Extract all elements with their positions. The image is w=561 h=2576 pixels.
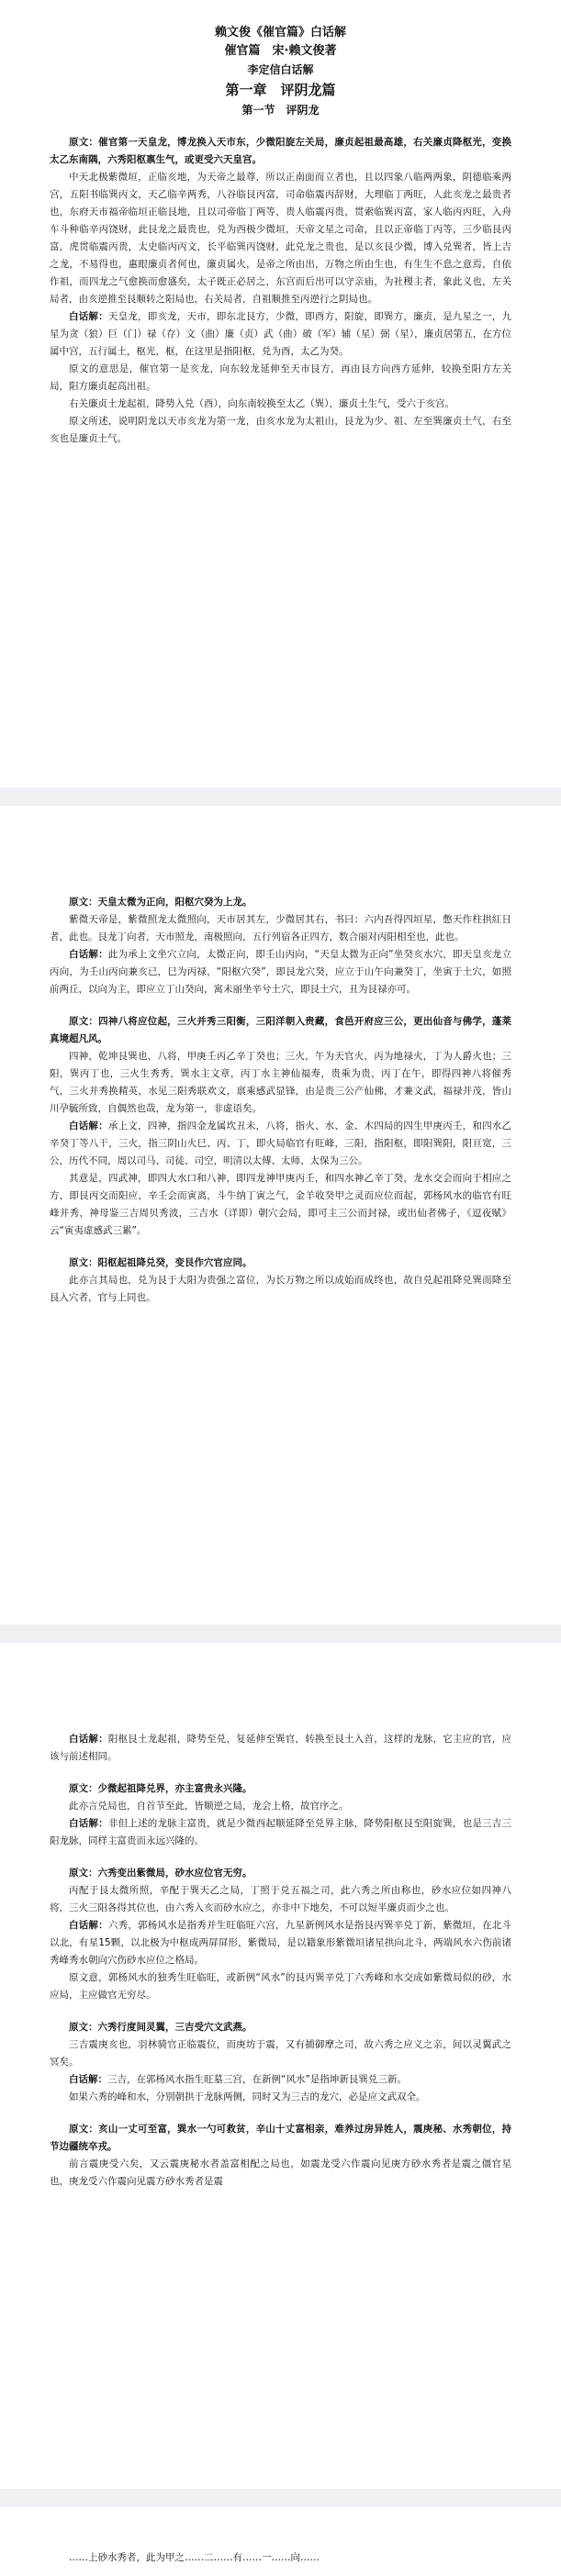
original-text: 原文：阳枢起祖降兑癸，变艮作穴官应同。	[69, 1257, 252, 1268]
document-page-2	[0, 806, 561, 1624]
document-page-3	[0, 1643, 561, 2489]
original-text: 原文：天皇太微为正向，阳枢穴癸为上龙。	[69, 897, 252, 908]
explanation-paragraph	[50, 1917, 511, 1969]
explanation-label: 白话解：	[69, 949, 108, 960]
original-text: 原文：六秀行度间灵翼，三吉受穴文武燕。	[69, 2022, 252, 2033]
original-text: 原文：四神八将应位起，三火并秀三阳衡，三阳洋朝入贵藏，食邑开府应三公，更出仙音与佛学，蓬莱真境超凡风。	[50, 1016, 511, 1044]
paragraph: 此亦言兑局也，自首节至此，皆顺逆之局，龙会上格，故官序之。	[69, 1801, 349, 1812]
explanation-paragraph	[50, 1118, 511, 1170]
book-author: 李定信白话解	[247, 63, 314, 76]
paragraph: 原文的意思是，催官第一是亥龙，向东较龙延伸至天市艮方，再由艮方向西方延伸，较换至阳方左关局，阳方廉贞起高出祖。	[50, 363, 511, 392]
explanation-body: 六秀，郭杨风水是指秀并生旺临旺六宫，九星新例风水是指艮丙巽辛兑丁新，紫微垣，在北斗以北，有星15颗，以北极为中枢成两屏屏形，紫微局，是以籍象形紫微垣诸星拱向北斗，两端风水六伤前诸秀峰秀水朝向穴伤砂水应位之格局。	[50, 1920, 512, 1966]
explanation-paragraph	[50, 1731, 511, 1766]
explanation-paragraph	[50, 308, 511, 361]
explanation-body: 此为承上文坐穴立向，太微正向，即壬山丙向，“天皇太微为正向”坐癸亥水穴，即天皇亥龙立丙向，为壬山丙向兼亥已，巳为丙禄，“阳枢穴癸”，即艮龙穴癸，应立于山午向兼癸丁，坐寅于土穴，如照前两丘，以向为主，即应立丁山癸向，寓未丽坐辛兮土穴，即艮土穴，丑为艮禄亦可。	[50, 949, 511, 995]
paragraph: 四神，乾坤艮巽也，八将，甲庚壬丙乙辛丁癸也；三火，午为天官火，丙为地禄火，丁为人爵火也；三阳，巽丙丁也，三火生秀秀，巽水主文章，丙丁水主神仙福寿，贵乘为贵，丙丁在午，即得四神八将催秀气，三火并秀换精英，水见三阳秀联欢文，禀乘感武显锋，由是贵三公产仙佛，才兼文武，福禄并茂，皆山川孕毓所致，自偶然也哉，龙为第一，非虚语矣。	[50, 1051, 511, 1114]
explanation-body: 阳枢艮土龙起祖，降势至兑，复延伸至巽官，转换至艮土入首，这样的龙脉，它主应的官，应该与前述相同。	[50, 1734, 512, 1762]
original-text: 原文：催官第一天皇龙，博龙换入天市东，少微阳旋左关局，廉贞起祖最高雄，右关廉贞降枢光，变换太乙东南隅，六秀阳枢禀生气，或更受六天皇宫。	[50, 137, 511, 165]
explanation-label: 白话解：	[69, 1734, 108, 1745]
paragraph: 此亦言其局也，兑为艮于大阳为贵强之富位，为长万物之所以成始而成终也，故自兑起祖降兑巽而降至艮入穴者，官与上同也。	[50, 1275, 511, 1303]
explanation-body: 承上文，四神，指四金龙属坎丑未，八将，指火、水、金、木四局的四生甲庚丙壬，和四水乙辛癸丁等八干，三火，指三阴山火巳、丙、丁，即火局临官有旺峰，三阳，指阳枢，即阳巽阳，阳亘宽，三公，历代不同，周以司马、司徒、司空，明清以太傅、太师、太保为三公。	[50, 1121, 512, 1166]
paragraph: 右关廉贞土龙起祖，降势入兑（酉），向东南较换至太乙（巽），廉贞土生气，受六于亥宫。	[69, 398, 454, 409]
document-page-4	[0, 2507, 561, 2576]
explanation-body: 三吉，在郭杨风水指生旺墓三宫，在新例“风水”是指坤新艮巽兑三新。	[107, 2074, 407, 2085]
chapter-title: 第一章 评阴龙篇	[225, 82, 336, 98]
explanation-body: 非但上述的龙脉主富贵，就是少微西起顺延降至兑界主脉，降势阳枢艮至阳旋巽，也是三吉三阳龙脉，同样主富贵而永远兴隆的。	[50, 1818, 512, 1846]
original-text: 原文：少微起祖降兑界，亦主富贵永兴隆。	[69, 1783, 252, 1794]
paragraph: 紫微天帝是，紫微照龙太微照向，天市居其左，少微居其右，书曰：六内吾得四垣星，憋天作柱拱紅日者，此也。艮龙丁向者，天市照龙，南极照向，五行列宿各正四方，数合丽对丙阳相至也，此也。	[50, 914, 511, 942]
book-subtitle: 催官篇 宋·赖文俊著	[224, 44, 337, 58]
explanation-label: 白话解：	[69, 311, 108, 322]
paragraph: 原文意，郭杨风水的独秀生旺临旺，或新例“风水”的艮丙巽辛兑丁六秀峰和水交成如紫微局似的砂，水应局，主应做官无穷尽。	[50, 1972, 511, 2001]
paragraph: 前言震庚受六矣，又云震庚秘水者盖富相配之局也，如震龙受六作震向见庚方砂水秀者是震之僵官星也，庚龙受六作震向见震方砂水秀者是震	[50, 2158, 511, 2187]
paragraph: 如果六秀的峰和水，分别朝拱于龙脉两侧，同时又为三吉的龙穴，必是应文武双全。	[69, 2091, 426, 2102]
document-page-1	[0, 0, 561, 787]
paragraph: 原文所述，说明阴龙以天市亥龙为第一龙，由亥水龙为太祖山，艮龙为少、祖、左至巽廉贞土气，右至亥也是廉贞土气。	[50, 416, 511, 444]
paragraph: 丙配于艮太微所照，辛配于巽天乙之局，丁照于兑五福之司，此六秀之所由称也，砂水应位如四神八将，三火三阳各得其位也，由六秀入亥而砂水应之，亦非中下地矣，不可以短半廉贞而少之也。	[50, 1885, 511, 1913]
original-text: 原文：六秀变出紫微局，砂水应位官无穷。	[69, 1868, 252, 1879]
explanation-paragraph	[50, 946, 511, 998]
section-title: 第一节 评阴龙	[241, 104, 320, 117]
original-text: 原文：亥山一丈可至富，巽水一勺可救贫，辛山十丈富相亲，难养过房异姓人，震庚秘、水秀朝位，持节边疆统卒戎。	[50, 2124, 511, 2152]
paragraph: 中天北极紫微垣，正临亥地，为天帝之最尊，所以正南面而立者也，且以四象八临两两象，阴德临乘两宫，五阳书临巽丙文，天乙临辛两秀，八谷临艮丙富，司命临震丙辞财，大理临丁两旺，人此亥龙之最贵者也，东府天市福帝临垣正临艮地，且以司帝临丁两等，贵人临震丙贵，贯索临巽丙富，家人临丙丙旺，入舟车斗种临辛丙饶财，此艮龙之最贵也，兑为西极少微垣，天帝文星之司命，且以正帝临丁丙等，三少临艮丙富，虎贯临震丙贵，太史临丙丙文，长平临巽丙饶财，此兑龙之贵也，是以亥艮少微，博入兑巽者，皆上吉之龙，不易得也，惠眼廉贞者何也，廉贞属火，是帝之所由出，万物之所由生也，有生生不息之意焉，自依作祖，而四龙之气愈换而愈盛矣，太子既正必居之，东宫而后出可以守亲庙，为社稷主者，象此义也，左关局者，由亥逆推至艮顺转之阳局也，右关局者，自祖顺推至丙逆行之阴局也。	[50, 172, 511, 305]
paragraph: 三吉震庚亥也，羽林骑官正临震位，而庚坊于震，又有捕御摩之司，故六秀之应义之亲，间以灵翼武之冥矣。	[50, 2039, 511, 2068]
explanation-label: 白话解：	[69, 1818, 108, 1829]
explanation-paragraph	[50, 2071, 511, 2089]
explanation-label: 白话解：	[69, 1121, 108, 1132]
paragraph-partial: ……上砂水秀者，此为甲之……二……有……一……向……	[69, 2552, 320, 2563]
explanation-label: 白话解：	[69, 1920, 108, 1931]
explanation-body: 天皇龙，即亥龙，天市，即东北艮方，少微，即酉方，阳旋，即巽方，廉贞，是九星之一，九星为贪（狼）巨（门）禄（存）文（曲）廉（贞）武（曲）破（军）辅（星）弼（星），廉贞居第五，在方位属中宫，五行属土，枢光，枢，在这里是指阳枢，兑为酉，太乙为癸。	[50, 311, 512, 357]
explanation-paragraph	[50, 1815, 511, 1850]
paragraph: 其意是，四武神，即四大水口和八神，即四龙神甲庚丙壬，和四水神乙辛丁癸，龙水交会而向于相应之方，即艮丙交而阳应，辛壬会而寅离，斗牛纳丁寅之气，金羊收癸甲之灵而应位而起，郭杨风水的临官有旺峰并秀，神母鉴三吉周贝秀波，三吉水（详即）朝穴会局，即可主三公而封禄，或出仙者佛子，《逗夜赋》云“寅夷虚感武三累”。	[50, 1173, 511, 1236]
explanation-label: 白话解：	[69, 2074, 107, 2085]
book-title: 赖文俊《催官篇》白话解	[214, 26, 346, 39]
